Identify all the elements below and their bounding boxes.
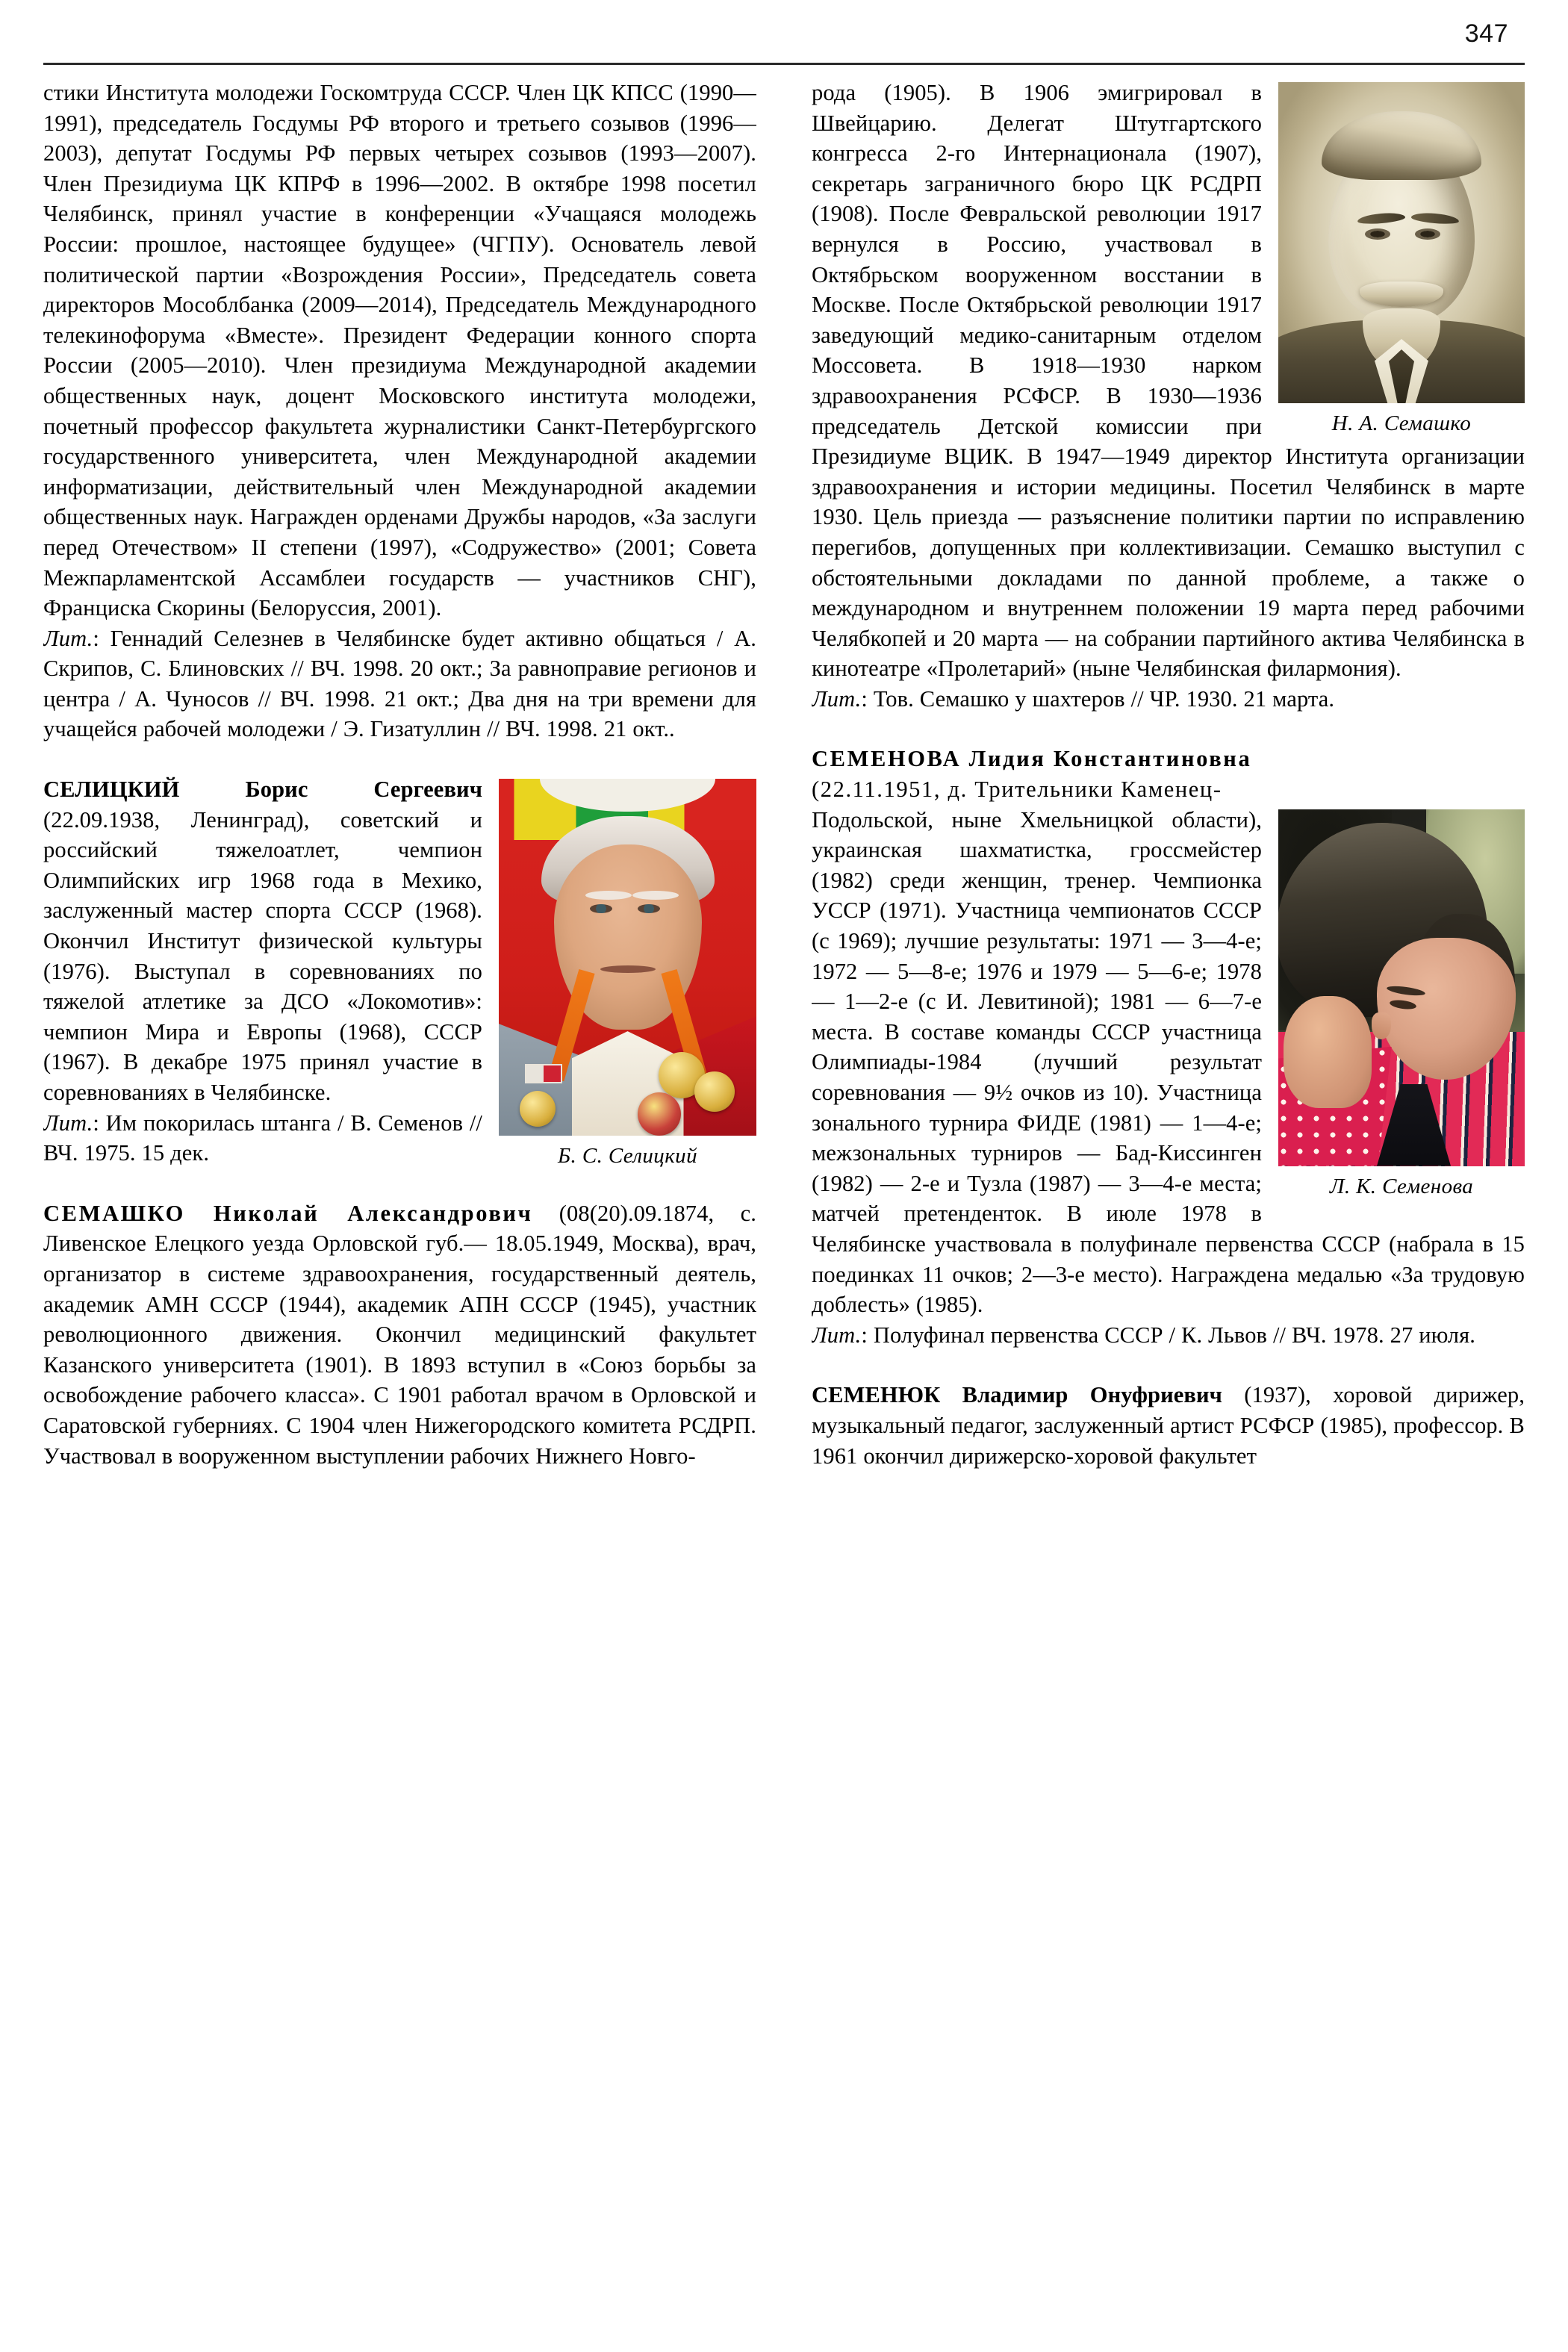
eyebrow-left [585, 891, 632, 900]
selitsky-name: Борис Сергеевич [245, 777, 482, 803]
semenova-figure [1278, 809, 1525, 1200]
semashko-name: Николай Александрович [213, 1200, 533, 1226]
semenova-name: Лидия Константиновна [968, 746, 1252, 772]
hair [1322, 111, 1481, 180]
nose [1372, 1012, 1391, 1039]
semenova-photo [1278, 809, 1525, 1166]
right-column [812, 78, 1525, 2340]
semenyuk-body: (1937), хоровой дирижер, музыкальный педагог, заслуженный артист РСФСР (1985), профессор. В 1961 окончил дирижерско-хоровой факультет [812, 1382, 1525, 1469]
semenyuk-paragraph [812, 1380, 1525, 1471]
semenova-lit-line [812, 1320, 1525, 1351]
two-column-body [43, 78, 1525, 2340]
semashko-figure [1278, 82, 1525, 437]
eye-left [1365, 228, 1390, 240]
semenova-birth-line: (22.11.1951, д. Тритeльники Каменец- [812, 777, 1222, 803]
lit-body: : Геннадий Селезнев в Челябинске будет активно общаться / А. Скрипов, С. Блиновских // ВЧ. 1998. 20 окт.; За равноправие регионов и центра / А. Чуносов // ВЧ. 1998. 21 окт.; Два дня на три времени для учащейся рабочей молодежи / Э. Гизатуллин // ВЧ. 1998. 21 окт.. [43, 625, 756, 742]
lit-label: Лит. [43, 625, 93, 651]
left-column [43, 78, 756, 2340]
selitsky-body: (22.09.1938, Ленинград), советский и российский тяжелоатлет, чемпион Олимпийских игр 1968 года в Мехико, заслуженный мастер спорта СССР (1968). Окончил Институт физической культуры (1976). Выступал в соревнованиях по тяжелой атлетике за ДСО «Локомотив»: чемпион Мира и Европы (1968), СССР (1967). В декабре 1975 принял участие в соревнованиях в Челябинске. [43, 806, 482, 1105]
semashko-portrait [1278, 82, 1525, 403]
eye-right [1415, 228, 1440, 240]
entry-semenyuk [812, 1380, 1525, 1471]
entry-semenova [812, 744, 1525, 1350]
semenova-headline [812, 744, 1525, 774]
medal-icon [694, 1071, 735, 1112]
semenyuk-headword: СЕМЕНЮК [812, 1382, 941, 1408]
lit-body: : Полуфинал первенства СССР / К. Львов // ВЧ. 1978. 27 июля. [861, 1322, 1475, 1348]
lit-label: Лит. [43, 1110, 93, 1136]
page-number: 347 [1464, 19, 1508, 48]
medal-icon [520, 1091, 556, 1127]
medal-icon [638, 1092, 681, 1136]
semashko-continued-body: рода (1905). В 1906 эмигрировал в Швейцарию. Делегат Штутгартского конгресса 2-го Интернационала (1907), секретарь заграничного бюро ЦК РСДРП (1908). После Февральской революции 1917 вернулся в Россию, участвовал в Октябрьском вооруженном восстании в Москве. После Октябрьской революции 1917 заведующий медико-санитарным отделом Моссовета. В 1918—1930 нарком здравоохранения РСФСР. В 1930—1936 председатель Детской комиссии при Президиуме ВЦИК. В 1947—1949 директор Института организации здравоохранения и истории медицины. Посетил Челябинск в марте 1930. Цель приезда — разъяснение политики партии по исправлению перегибов, допущенных при коллективизации. Семашко выступил с обстоятельными докладами по данной проблеме, а также о международном и внутреннем положении 19 марта перед рабочими Челябкопей и 20 марта — на собрании партийного актива Челябинска в кинотеатре «Пролетарий» (ныне Челябинская филармония). [812, 80, 1525, 682]
lit-label: Лит. [812, 685, 862, 712]
semenyuk-name: Владимир Онуфриевич [962, 1382, 1222, 1408]
header-rule [43, 63, 1525, 65]
semashko-body: (08(20).09.1874, с. Ливенское Елецкого уезда Орловской губ.— 18.05.1949, Москва), врач, организатор в системе здравоохранения, государственный деятель, академик АМН СССР (1944), академик АПН СССР (1945), участник революционного движения. Окончил медицинский факультет Казанского университета (1901). В 1893 вступил в «Союз борьбы за освобождение рабочего класса». С 1901 работал врачом в Орловской и Саратовской губерниях. С 1904 член Нижегородского комитета РСДРП. Участвовал в вооруженном выступлении рабочих Нижнего Новго- [43, 1200, 756, 1469]
lit-label: Лит. [812, 1322, 862, 1348]
semashko-portrait-caption: Н. А. Семашко [1331, 411, 1472, 435]
entry-semashko-continued [812, 78, 1525, 714]
hand [1284, 996, 1372, 1108]
lit-body: : Тов. Семашко у шахтеров // ЧР. 1930. 21 марта. [861, 685, 1335, 712]
selitsky-photo-caption: Б. С. Селицкий [558, 1144, 697, 1169]
entry-selitsky [43, 774, 756, 1169]
entry-spacer [43, 744, 756, 774]
selezniov-lit-line [43, 623, 756, 744]
page-header [43, 15, 1525, 67]
semenova-photo-caption: Л. К. Семенова [1329, 1174, 1474, 1198]
selitsky-photo [499, 779, 756, 1136]
lit-body: : Им покорилась штанга / В. Семенов // ВЧ. 1975. 15 дек. [43, 1110, 482, 1166]
semenova-headword: СЕМЕНОВА [812, 746, 962, 772]
entry-spacer [812, 1350, 1525, 1380]
semashko-headword: СЕМАШКО [43, 1200, 185, 1226]
semashko-lit-line [812, 684, 1525, 715]
award-badge-icon [525, 1064, 562, 1083]
semenova-body: Подольской, ныне Хмельницкой области), украинская шахматистка, гроссмейстер (1982) среди женщин, тренер. Чемпионка УССР (1971). Участница чемпионатов СССР (с 1969); лучшие результаты: 1971 — 3—4-е; 1972 — 5—8-е; 1976 и 1979 — 5—6-е; 1978 — 1—2-е (с И. Левитиной); 1981 — 6—7-е места. В составе команды СССР участница Олимпиады-1984 (лучший результат соревнования — 9½ очков из 10). Участница зонального турнира ФИДЕ (1981) — 1—4-е; межзональных турниров — Бад-Киссинген (1982) — 2-е и Тузла (1987) — 3—4-е места; матчей претенденток. В июле 1978 в Челябинске участвовала в полуфинале первенства СССР (набрала в 15 поединках 11 очков; 2—3-е место). Награждена медалью «За трудовую доблесть» (1985). [812, 806, 1525, 1318]
semashko-paragraph [43, 1198, 756, 1471]
selezniov-article-body: стики Института молодежи Госкомтруда СССР. Член ЦК КПСС (1990—1991), председатель Госдумы РФ второго и третьего созывов (1996—2003), депутат Госдумы РФ первых четырех созывов (1993—2007). Член Президиума ЦК КПРФ в 1996—2002. В октябре 1998 посетил Челябинск, принял участие в конференции «Учащаяся молодежь России: прошлое, настоящее будущее» (ЧГПУ). Основатель левой политической партии «Возрождения России», Председатель совета директоров Мособлбанка (2009—2014), Председатель Международного телекинофорума «Вместе». Президент Федерации конного спорта России (2005—2010). Член президиума Международной академии общественных наук, доцент Московского института молодежи, почетный профессор факультета журналистики Санкт-Петербургского государственного университета, член Международной академии информатизации, действительный член Международной академии общественных наук. Награжден орденами Дружбы народов, «За заслуги перед Отечеством» II степени (1997), «Содружество» (2001; Совета Межпарламентской Ассамблеи государств — участников СНГ), Франциска Скорины (Белоруссия, 2001). [43, 80, 756, 621]
entry-spacer [812, 714, 1525, 744]
selitsky-headword: СЕЛИЦКИЙ [43, 777, 180, 803]
selitsky-figure [499, 779, 756, 1169]
entry-semashko [43, 1198, 756, 1471]
mouth [600, 965, 656, 973]
entry-spacer [43, 1169, 756, 1198]
